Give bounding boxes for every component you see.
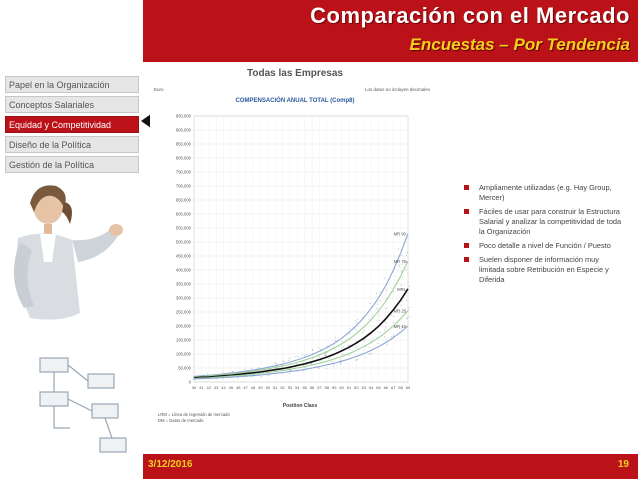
y-tick-label: 50,000 [178,365,191,371]
market-data-point [244,369,245,370]
chart-currency-label: Euro [154,87,164,92]
series-label: MR 10 [393,324,406,329]
nav-item-diseno[interactable]: Diseño de la Política [5,136,139,153]
y-tick-label: 650,000 [175,197,191,203]
market-data-point [387,344,388,345]
bullet-text: Poco detalle a nivel de Función / Puesto [479,241,611,250]
market-data-point [391,315,392,316]
bullet-text: Ampliamente utilizadas (e.g. Hay Group, Mercer) [479,183,612,202]
market-data-point [406,270,407,271]
market-data-point [343,346,344,347]
market-data-point [302,354,303,355]
market-data-point [362,317,363,318]
market-data-point [295,356,296,357]
market-data-point [328,358,329,359]
market-data-point [311,363,312,364]
market-data-point [357,319,358,320]
market-data-point [282,373,283,374]
market-data-point [355,320,356,321]
market-data-point [333,366,334,367]
x-tick-label: 50 [265,385,271,390]
market-data-point [401,255,402,256]
market-data-point [380,300,381,301]
market-data-point [377,331,378,332]
market-data-point [282,367,283,368]
market-data-point [340,364,341,365]
market-data-point [406,318,407,319]
market-data-point [274,363,275,364]
x-tick-label: 48 [250,385,256,390]
x-tick-label: 59 [331,385,337,390]
market-chart [150,64,440,454]
market-data-point [393,316,394,317]
market-data-point [289,358,290,359]
section-nav [5,76,139,176]
market-data-point [335,349,336,350]
market-data-point [356,360,357,361]
market-data-point [409,317,410,318]
y-tick-label: 600,000 [175,211,191,217]
market-data-point [376,293,377,294]
slide-subtitle: Encuestas – Por Tendencia [409,35,630,54]
x-tick-label: 46 [236,385,241,390]
market-data-point [340,359,341,360]
bullet-item [463,241,623,251]
x-tick-label: 68 [398,385,403,390]
x-tick-label: 62 [354,385,359,390]
market-data-point [297,356,298,357]
market-data-point [409,307,410,308]
market-data-point [325,354,326,355]
market-data-point [326,368,327,369]
nav-item-gestion[interactable]: Gestión de la Política [5,156,139,173]
market-data-point [385,314,386,315]
market-data-point [365,357,366,358]
y-tick-label: 850,000 [175,141,191,147]
x-tick-label: 41 [199,385,204,390]
series-label: MRL [397,286,406,292]
x-tick-label: 60 [339,385,344,390]
market-data-point [349,349,350,350]
market-data-point [364,339,365,340]
y-tick-label: 0 [188,379,191,385]
market-data-point [385,328,386,329]
series-label: MR 75 [393,258,406,264]
x-tick-label: 45 [228,385,234,390]
y-tick-label: 450,000 [175,253,191,259]
market-data-point [408,273,409,274]
market-data-point [318,347,319,348]
slide-header [143,0,638,62]
market-data-point [399,265,400,266]
y-tick-label: 350,000 [175,281,191,287]
chart-subtitle: COMPENSACIÓN ANUAL TOTAL (Comp8) [235,98,355,104]
x-tick-label: 42 [206,385,211,390]
bullet-square-icon [464,209,469,214]
x-tick-label: 47 [243,385,248,390]
market-data-point [393,292,394,293]
footer-date: 3/12/2016 [148,459,193,470]
market-data-point [288,360,289,361]
market-data-point [369,347,370,348]
market-data-point [384,278,385,279]
market-data-point [386,323,387,324]
market-data-point [379,320,380,321]
x-tick-label: 55 [302,385,307,390]
market-data-point [320,349,321,350]
y-tick-label: 800,000 [175,155,191,161]
market-data-point [409,286,410,287]
y-tick-label: 400,000 [175,267,191,273]
market-data-point [385,308,386,309]
market-data-point [357,359,358,360]
market-data-point [386,290,387,291]
market-data-point [371,316,372,317]
market-data-point [408,282,409,283]
bullet-square-icon [464,243,469,248]
nav-item-papel[interactable]: Papel en la Organización [5,76,139,93]
market-data-point [373,338,374,339]
x-tick-label: 57 [317,385,322,390]
slide-title: Comparación con el Mercado [310,3,630,28]
market-data-point [275,362,276,363]
chart-title: Todas las Empresas [247,68,343,79]
market-data-point [283,361,284,362]
market-data-point [356,359,357,360]
market-data-point [371,353,372,354]
market-data-point [387,308,388,309]
market-data-point [370,341,371,342]
x-tick-label: 40 [191,385,197,390]
x-tick-label: 67 [391,385,396,390]
bullet-item [463,207,623,237]
market-data-point [386,289,387,290]
market-data-point [364,330,365,331]
market-data-point [326,355,327,356]
chart-y-ticks [176,114,192,385]
x-tick-label: 54 [295,385,300,390]
y-tick-label: 700,000 [175,183,191,189]
market-data-point [332,361,333,362]
market-data-point [349,355,350,356]
market-data-point [356,323,357,324]
market-data-point [251,368,252,369]
market-data-point [384,330,385,331]
market-data-point [377,310,378,311]
market-data-point [355,347,356,348]
market-data-point [357,321,358,322]
market-data-point [401,305,402,306]
market-data-point [341,347,342,348]
market-data-point [296,364,297,365]
chart-legend-note-1: LRM = Línea de regresión de mercado [158,412,230,417]
y-tick-label: 950,000 [175,113,191,119]
market-data-point [340,362,341,363]
y-tick-label: 300,000 [175,295,191,301]
market-data-point [406,300,407,301]
market-data-point [237,377,238,378]
market-data-point [380,292,381,293]
market-data-point [207,373,208,374]
chart-x-axis-label: Position Class [282,403,318,409]
x-tick-label: 53 [287,385,293,390]
x-tick-label: 44 [221,385,226,390]
x-tick-label: 66 [383,385,389,390]
market-data-point [407,252,408,253]
chart-canvas [150,64,440,454]
market-data-point [380,332,381,333]
market-data-point [398,248,399,249]
market-data-point [377,302,378,303]
market-data-point [384,322,385,323]
market-data-point [324,355,325,356]
chart-x-ticks [192,385,411,390]
chart-grid [194,116,408,382]
market-data-point [355,329,356,330]
series-label: MR 90 [393,231,406,237]
bullet-square-icon [464,185,469,190]
market-data-point [312,350,313,351]
market-data-point [379,315,380,316]
y-tick-label: 550,000 [175,225,191,231]
market-data-point [372,314,373,315]
market-data-point [364,349,365,350]
market-data-point [261,376,262,377]
x-tick-label: 64 [368,385,374,390]
market-data-point [318,368,319,369]
market-data-point [395,275,396,276]
market-data-point [377,304,378,305]
x-tick-label: 56 [309,385,315,390]
market-data-point [312,349,313,350]
market-data-point [384,336,385,337]
x-tick-label: 69 [405,385,411,390]
market-data-point [325,351,326,352]
market-data-point [362,333,363,334]
market-data-point [364,341,365,342]
market-data-point [406,255,407,256]
y-tick-label: 250,000 [175,309,191,315]
nav-item-equidad[interactable]: Equidad y Competitividad [5,116,139,133]
market-data-point [298,371,299,372]
market-data-point [349,345,350,346]
market-data-point [244,377,245,378]
x-tick-label: 58 [324,385,330,390]
market-data-point [376,308,377,309]
market-data-point [268,375,269,376]
chart-top-note: Los datos no incluyen decimales [364,87,430,92]
market-data-point [327,345,328,346]
market-data-point [258,367,259,368]
bullet-list [463,183,623,289]
nav-item-conceptos[interactable]: Conceptos Salariales [5,96,139,113]
market-data-point [377,343,378,344]
market-data-point [289,373,290,374]
market-data-point [222,372,223,373]
market-data-point [203,374,204,375]
market-data-point [402,301,403,302]
slide-footer [143,454,638,479]
x-tick-label: 43 [213,385,219,390]
market-data-point [192,379,193,380]
market-data-point [349,328,350,329]
market-data-point [370,303,371,304]
market-data-point [304,355,305,356]
bullet-text: Fáciles de usar para construir la Estructura Salarial y analizar la competitividad de toda la Organización [479,207,622,236]
market-data-point [401,285,402,286]
market-data-point [282,360,283,361]
market-data-point [312,358,313,359]
x-tick-label: 65 [376,385,381,390]
page-number: 19 [617,459,629,470]
market-data-point [306,354,307,355]
bullet-item [463,183,623,203]
market-data-point [401,264,402,265]
market-data-point [393,334,394,335]
x-tick-label: 61 [346,385,352,390]
y-tick-label: 150,000 [175,337,191,343]
market-data-point [369,319,370,320]
market-data-point [391,337,392,338]
plot-area [194,116,408,382]
chart-legend-note-2: DM = Datos de mercado [158,418,204,423]
market-data-point [408,309,409,310]
market-data-point [319,356,320,357]
market-data-point [401,271,402,272]
y-tick-label: 100,000 [175,351,191,357]
x-tick-label: 52 [280,385,285,390]
y-tick-label: 750,000 [175,169,191,175]
market-data-point [377,337,378,338]
market-data-point [232,371,233,372]
y-tick-label: 200,000 [175,323,191,329]
x-tick-label: 63 [361,385,366,390]
market-data-point [369,354,370,355]
market-data-point [342,354,343,355]
y-tick-label: 500,000 [175,239,191,245]
bullet-square-icon [464,257,469,262]
y-tick-label: 900,000 [175,127,191,133]
market-data-point [347,345,348,346]
bullet-text: Suelen disponer de información muy limitada sobre Retribución en Especie y Diferida [479,255,609,284]
series-label: MR 25 [393,308,406,314]
x-tick-label: 51 [272,385,278,390]
market-data-point [342,341,343,342]
businesswoman-illustration [0,178,150,479]
market-data-point [391,288,392,289]
market-data-point [399,266,400,267]
x-tick-label: 49 [258,385,263,390]
bullet-item [463,255,623,285]
market-data-point [335,337,336,338]
market-data-point [402,277,403,278]
market-data-point [335,340,336,341]
market-data-point [321,360,322,361]
